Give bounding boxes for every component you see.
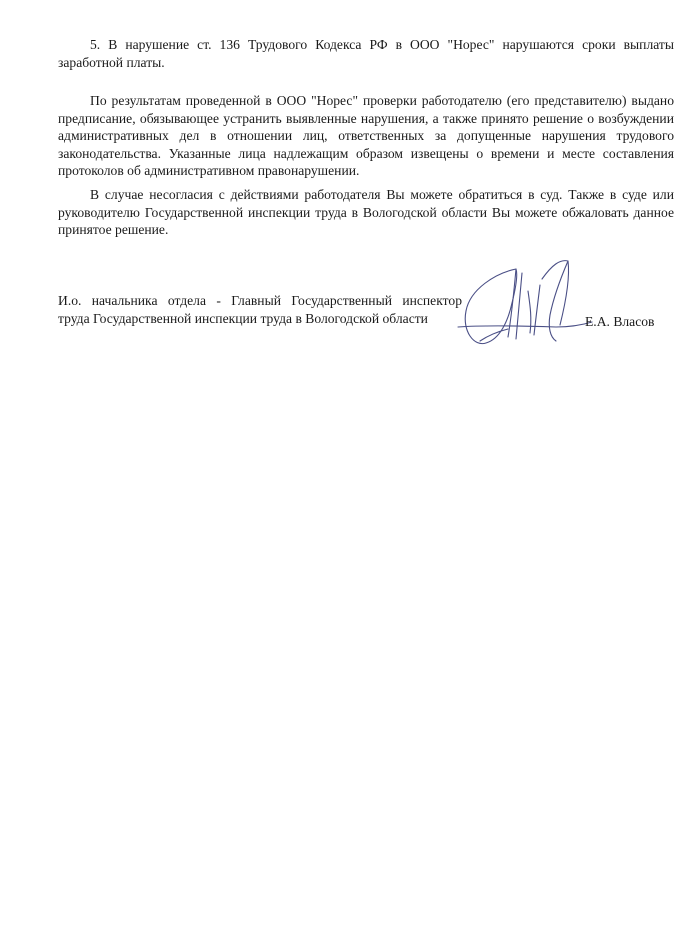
signatory-name: Е.А. Власов (585, 314, 655, 329)
paragraph-violation-5: 5. В нарушение ст. 136 Трудового Кодекса РФ в ООО "Норес" нарушаются сроки выплаты заработной платы. (58, 37, 674, 70)
signatory-position-line-2: труда Государственной инспекции труда в Вологодской области (58, 310, 428, 326)
signatory-position-line-1: И.о. начальника отдела - Главный Государственный инспектор (58, 293, 462, 308)
paragraph-inspection-results: По результатам проведенной в ООО "Норес" проверки работодателю (его представителю) выдано предписание, обязывающее устранить выявленные нарушения, а также принято решение о возбуждении административных дел в отношении лиц, ответственных за допущенные нарушения трудового законодательства. Указанные лица надлежащим образом извещены о времени и месте составления протоколов об административном правонарушении. (58, 93, 674, 179)
handwritten-signature-icon (456, 255, 596, 365)
signatory-position (58, 292, 478, 327)
paragraph-appeal-rights: В случае несогласия с действиями работодателя Вы можете обратиться в суд. Также в суде или руководителю Государственной инспекции труда в Вологодской области Вы можете обжаловать данное принятое решение. (58, 187, 674, 238)
